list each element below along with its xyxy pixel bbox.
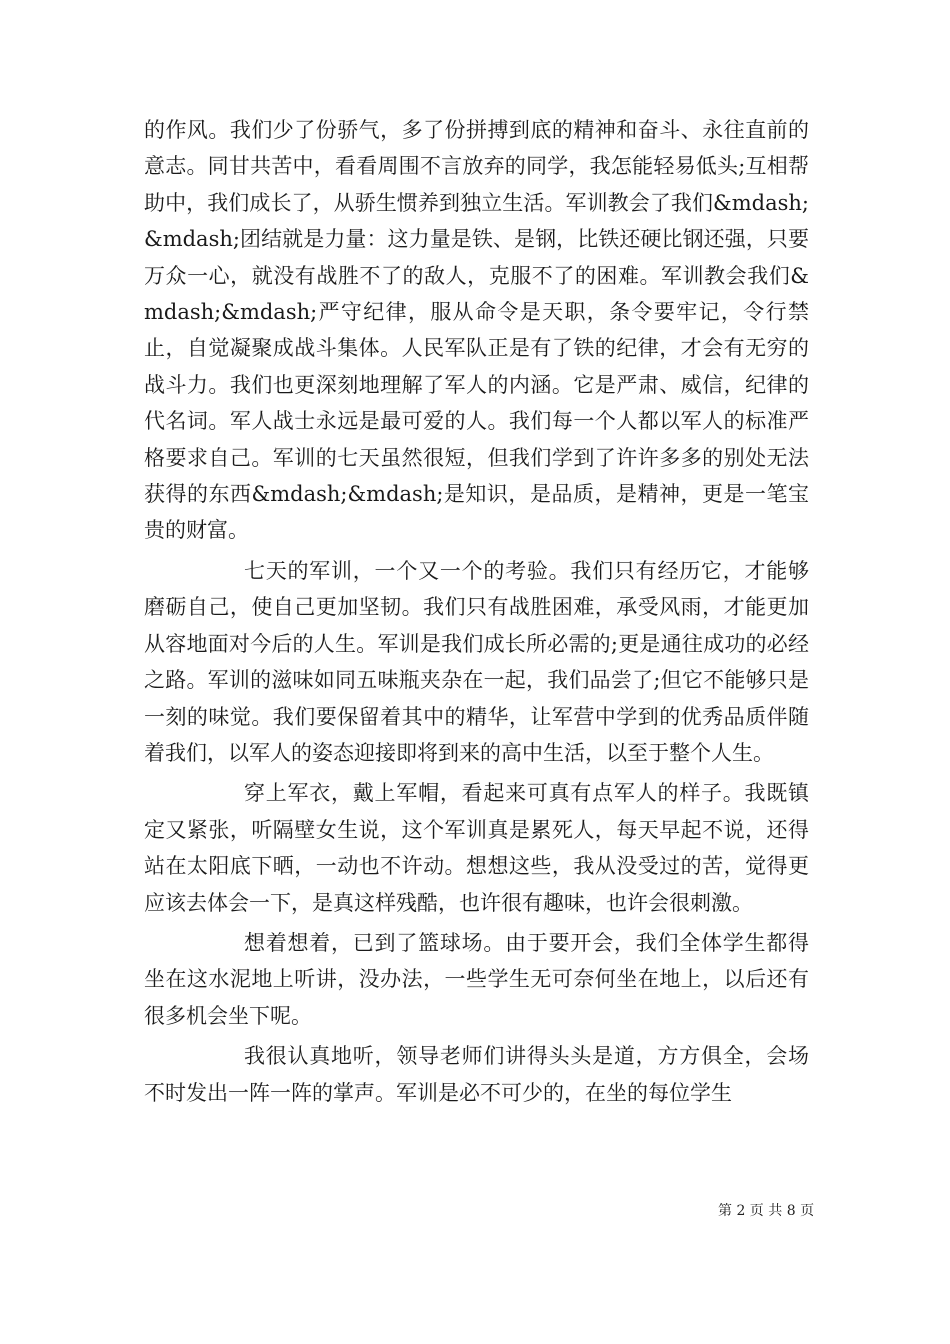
body-text — [144, 112, 809, 1111]
paragraph: 穿上军衣，戴上军帽，看起来可真有点军人的样子。我既镇定又紧张，听隔壁女生说，这个军训真是累死人，每天早起不说，还得站在太阳底下晒，一动也不许动。想想这些，我从没受过的苦，觉得更应该去体会一下，是真这样残酷，也许很有趣味，也许会很刺激。 — [144, 781, 809, 915]
paragraph: 七天的军训，一个又一个的考验。我们只有经历它，才能够磨砺自己，使自己更加坚韧。我们只有战胜困难，承受风雨，才能更加从容地面对今后的人生。军训是我们成长所必需的;更是通往成功的必经之路。军训的滋味如同五味瓶夹杂在一起，我们品尝了;但它不能够只是一刻的味觉。我们要保留着其中的精华，让军营中学到的优秀品质伴随着我们，以军人的姿态迎接即将到来的高中生活，以至于整个人生。 — [144, 558, 809, 765]
paragraph: 想着想着，已到了篮球场。由于要开会，我们全体学生都得坐在这水泥地上听讲，没办法，一些学生无可奈何坐在地上，以后还有很多机会坐下呢。 — [144, 930, 809, 1028]
paragraph: 我很认真地听，领导老师们讲得头头是道，方方俱全，会场不时发出一阵一阵的掌声。军训是必不可少的，在坐的每位学生 — [144, 1044, 809, 1105]
page-footer: 第 2 页 共 8 页 — [718, 1203, 815, 1219]
paragraph-continued: 的作风。我们少了份骄气，多了份拼搏到底的精神和奋斗、永往直前的意志。同甘共苦中，看看周围不言放弃的同学，我怎能轻易低头;互相帮助中，我们成长了，从骄生惯养到独立生活。军训教会了我们&mdash;&mdash;团结就是力量：这力量是铁、是钢，比铁还硬比钢还强，只要万众一心，就没有战胜不了的敌人，克服不了的困难。军训教会我们&mdash;&mdash;严守纪律，服从命令是天职，条令要牢记，令行禁止，自觉凝聚成战斗集体。人民军队正是有了铁的纪律，才会有无穷的战斗力。我们也更深刻地理解了军人的内涵。它是严肃、威信，纪律的代名词。军人战士永远是最可爱的人。我们每一个人都以军人的标准严格要求自己。军训的七天虽然很短，但我们学到了许许多多的别处无法获得的东西&mdash;&mdash;是知识，是品质，是精神，更是一笔宝贵的财富。 — [144, 118, 809, 543]
